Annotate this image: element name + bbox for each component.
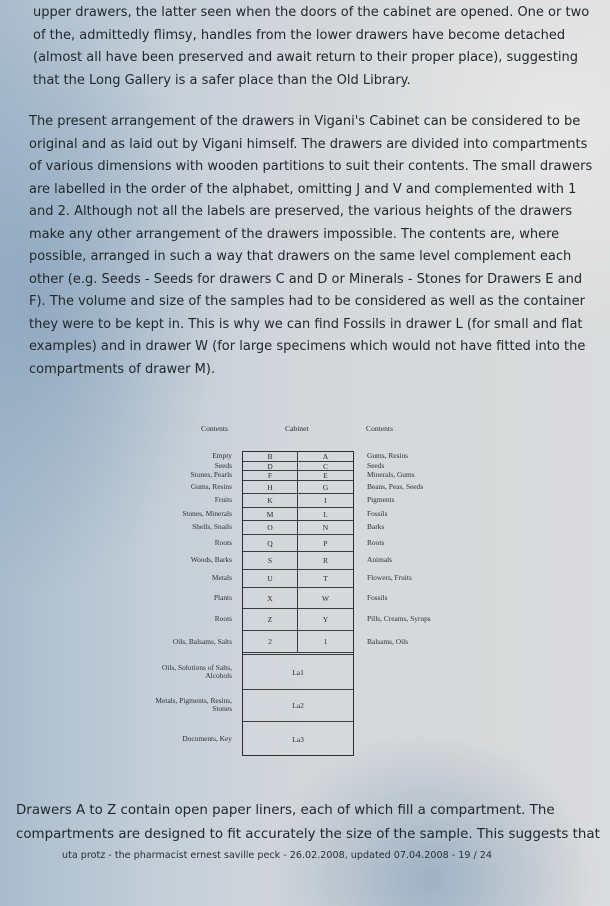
drawer-row bbox=[243, 609, 353, 631]
text-line: (almost all have been preserved and await return to their proper place), suggesting bbox=[33, 50, 579, 65]
drawer-row bbox=[243, 452, 353, 462]
large-drawer-row bbox=[243, 690, 353, 722]
drawer-label-left: M bbox=[243, 508, 298, 520]
left-content-label: Woods, Barks bbox=[190, 555, 232, 564]
header-contents-right: Contents bbox=[366, 424, 394, 433]
text-line: Drawers A to Z contain open paper liners, each of which fill a compartment. The bbox=[16, 803, 555, 818]
drawer-label-right: E bbox=[323, 471, 328, 480]
right-content-label: Seeds bbox=[367, 460, 385, 470]
left-content-label: Shells, Snails bbox=[192, 522, 232, 531]
text-line: possible, arranged in such a way that drawers on the same level complement each bbox=[29, 249, 572, 264]
text-line: other (e.g. Seeds - Seeds for drawers C and D or Minerals - Stones for Drawers E and bbox=[29, 271, 583, 287]
large-drawer-label: La2 bbox=[292, 701, 304, 710]
text-line: upper drawers, the latter seen when the doors of the cabinet are opened. One or two bbox=[33, 5, 590, 20]
text-line: of the, admittedly flimsy, handles from the lower drawers have become detached bbox=[33, 27, 566, 43]
right-content-label: Animals bbox=[367, 555, 393, 564]
drawer-label-left: Q bbox=[243, 535, 298, 551]
drawer-row bbox=[243, 494, 353, 508]
content-line: Metals, Pigments, Resins, bbox=[155, 696, 232, 705]
paragraph-paper-liners bbox=[16, 799, 600, 847]
drawer-label-left: H bbox=[243, 481, 298, 493]
drawer-row bbox=[243, 552, 353, 570]
left-content-label: Gums, Resins bbox=[190, 481, 232, 491]
drawer-row bbox=[243, 481, 353, 494]
left-content-label: Oils, Balsams, Salts bbox=[172, 637, 232, 646]
drawer-label-right: Y bbox=[322, 615, 329, 624]
drawer-label-right: N bbox=[322, 523, 329, 532]
drawer-label-left: U bbox=[243, 570, 298, 587]
right-content-label: Roots bbox=[367, 537, 385, 547]
right-content-label: Beans, Peas, Seeds bbox=[367, 481, 424, 491]
text-line: compartments of drawer M). bbox=[29, 361, 216, 377]
large-drawer-row bbox=[243, 655, 353, 690]
header-cabinet: Cabinet bbox=[285, 424, 309, 433]
content-line: Stones bbox=[212, 704, 232, 713]
drawer-label-right: R bbox=[322, 556, 329, 565]
drawer-label-right: T bbox=[323, 574, 328, 583]
drawer-row bbox=[243, 631, 353, 655]
drawer-label-left: F bbox=[243, 471, 298, 480]
right-content-label: Gums, Resins bbox=[367, 451, 409, 460]
drawer-label-right: A bbox=[322, 452, 329, 461]
drawer-label-left: X bbox=[243, 588, 298, 608]
left-content-label: Metals bbox=[211, 573, 232, 582]
right-content-label: Flowers, Fruits bbox=[367, 573, 412, 582]
drawer-label-right: 1 bbox=[323, 637, 328, 646]
text-line: they were to be kept in. This is why we can find Fossils in drawer L (for small and flat bbox=[29, 316, 583, 332]
drawer-row bbox=[243, 588, 353, 609]
drawer-row bbox=[243, 570, 353, 588]
text-line: make any other arrangement of the drawers impossible. The contents are, where bbox=[29, 226, 560, 242]
text-line: The present arrangement of the drawers in Vigani's Cabinet can be considered to be bbox=[29, 114, 581, 129]
right-content-label: Minerals, Gums bbox=[367, 470, 415, 479]
left-content-label: Plants bbox=[213, 592, 232, 602]
drawer-label-left: K bbox=[243, 494, 298, 507]
right-content-label: Fossils bbox=[367, 508, 388, 518]
paragraph-upper-drawers bbox=[33, 2, 589, 92]
drawer-row bbox=[243, 508, 353, 521]
page-footer: uta protz - the pharmacist ernest saville peck - 26.02.2008, updated 07.04.2008 - 19 / 24 bbox=[62, 850, 492, 861]
header-contents-left: Contents bbox=[201, 424, 229, 433]
right-content-label: Pigments bbox=[367, 495, 395, 504]
large-drawer-content-label bbox=[162, 664, 232, 680]
right-content-label: Barks bbox=[367, 522, 385, 531]
text-line: of various dimensions with wooden partitions to suit their contents. The small drawers bbox=[29, 159, 593, 174]
right-content-label: Fossils bbox=[367, 592, 388, 602]
drawer-label-left: O bbox=[243, 521, 298, 534]
large-drawer-content-label bbox=[182, 735, 232, 743]
content-line: Oils, Solutions of Salts, bbox=[161, 662, 232, 672]
large-drawer-label: La3 bbox=[292, 735, 304, 744]
drawer-row bbox=[243, 462, 353, 471]
text-line: that the Long Gallery is a safer place than the Old Library. bbox=[33, 72, 411, 88]
drawer-label-right: G bbox=[322, 482, 329, 492]
drawer-label-left: D bbox=[243, 462, 298, 470]
text-line: examples) and in drawer W (for large specimens which would not have fitted into the bbox=[29, 339, 586, 354]
left-content-label: Roots bbox=[214, 614, 232, 623]
text-line: original and as laid out by Vigani himself. The drawers are divided into compartments bbox=[29, 136, 588, 152]
cabinet-drawers bbox=[242, 451, 354, 756]
drawer-label-right: L bbox=[323, 509, 328, 519]
drawer-label-right: I bbox=[324, 496, 327, 505]
large-drawer-row bbox=[243, 722, 353, 757]
paragraph-drawer-arrangement bbox=[29, 111, 592, 381]
drawer-label-right: W bbox=[321, 593, 330, 603]
content-line: Alcohols bbox=[205, 670, 232, 680]
drawer-row bbox=[243, 535, 353, 552]
text-line: compartments are designed to fit accurately the size of the sample. This suggests that bbox=[16, 827, 600, 842]
drawer-label-right: P bbox=[323, 538, 328, 548]
drawer-row bbox=[243, 521, 353, 535]
large-drawer-content-label bbox=[155, 697, 232, 713]
content-line: Documents, Key bbox=[182, 733, 232, 743]
drawer-label-left: 2 bbox=[243, 631, 298, 652]
right-content-label: Pills, Creams, Syrups bbox=[367, 614, 431, 623]
left-content-label: Roots bbox=[214, 537, 232, 547]
drawer-label-right: C bbox=[322, 461, 329, 471]
drawer-label-left: B bbox=[243, 452, 298, 461]
left-content-label: Stones, Minerals bbox=[182, 508, 232, 518]
right-content-label: Balsams, Oils bbox=[367, 637, 409, 646]
left-content-label: Fruits bbox=[214, 495, 232, 504]
drawer-label-left: S bbox=[243, 552, 298, 569]
left-content-label: Empty bbox=[212, 451, 232, 460]
drawer-row bbox=[243, 471, 353, 481]
drawer-label-left: Z bbox=[243, 609, 298, 630]
left-content-label: Seeds bbox=[214, 460, 232, 470]
text-line: and 2. Although not all the labels are preserved, the various heights of the drawers bbox=[29, 204, 573, 219]
left-content-label: Stones, Pearls bbox=[190, 470, 232, 479]
text-line: F). The volume and size of the samples had to be considered as well as the container bbox=[29, 294, 586, 309]
text-line: are labelled in the order of the alphabet, omitting J and V and complemented with 1 bbox=[29, 181, 577, 197]
large-drawer-label: La1 bbox=[292, 667, 304, 677]
